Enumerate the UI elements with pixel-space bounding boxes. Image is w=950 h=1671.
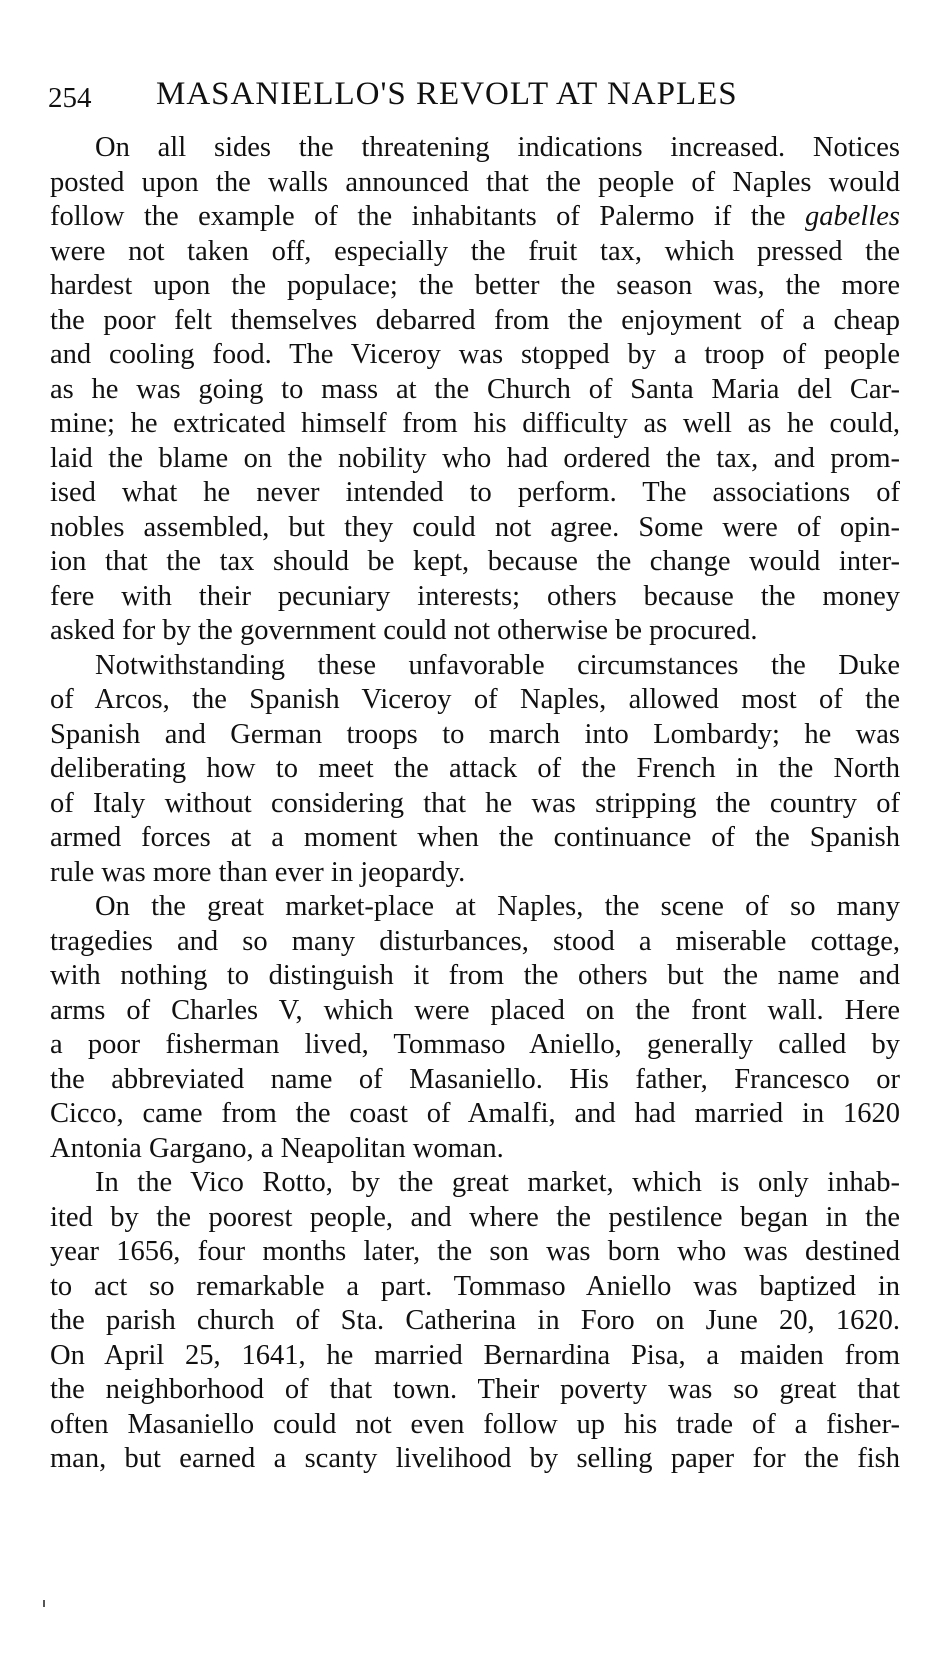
text-line: On the great market-place at Naples, the scene of so many: [95, 891, 900, 922]
text-line: tragedies and so many disturbances, stood a miserable cottage,: [50, 925, 900, 957]
text-line: On all sides the threatening indications increased. Notices: [95, 132, 900, 163]
text-line: deliberating how to meet the attack of the French in the North: [50, 753, 900, 784]
text-line: asked for by the government could not otherwise be procured.: [50, 615, 758, 646]
text-line: Spanish and German troops to march into Lombardy; he was: [50, 718, 900, 750]
text-line: often Masaniello could not even follow up his trade of a fisher-: [50, 1408, 900, 1440]
text-line: the neighborhood of that town. Their poverty was so great that: [50, 1374, 900, 1405]
running-head: [48, 74, 908, 114]
text-line: Antonia Gargano, a Neapolitan woman.: [50, 1132, 504, 1164]
text-line: rule was more than ever in jeopardy.: [50, 856, 466, 888]
text-line: to act so remarkable a part. Tommaso Aniello was baptized in: [50, 1270, 900, 1302]
paragraph: [50, 890, 900, 1166]
paragraph: [50, 131, 900, 649]
text-line: ited by the poorest people, and where the pestilence began in the: [50, 1201, 900, 1233]
paragraph: [50, 649, 900, 891]
text-line: laid the blame on the nobility who had ordered the tax, and prom-: [50, 442, 900, 474]
text-line: mine; he extricated himself from his difficulty as well as he could,: [50, 408, 900, 439]
text-line: posted upon the walls announced that the people of Naples would: [50, 166, 900, 198]
text-line: In the Vico Rotto, by the great market, which is only inhab-: [95, 1167, 900, 1198]
text-line: Notwithstanding these unfavorable circumstances the Duke: [95, 649, 900, 681]
margin-mark: [43, 1600, 45, 1607]
text-line: man, but earned a scanty livelihood by selling paper for the fish: [50, 1443, 900, 1474]
text-line: a poor fisherman lived, Tommaso Aniello, generally called by: [50, 1029, 900, 1060]
text-line: ised what he never intended to perform. The associations of: [50, 477, 900, 508]
text-line: armed forces at a moment when the continuance of the Spanish: [50, 822, 900, 853]
text-line: as he was going to mass at the Church of Santa Maria del Car-: [50, 373, 900, 405]
text-line: Cicco, came from the coast of Amalfi, and had married in 1620: [50, 1098, 900, 1129]
text-line: fere with their pecuniary interests; others because the money: [50, 580, 900, 612]
text-line: the abbreviated name of Masaniello. His father, Francesco or: [50, 1063, 900, 1095]
text-line: were not taken off, especially the fruit tax, which pressed the: [50, 235, 900, 267]
text-line: of Arcos, the Spanish Viceroy of Naples, allowed most of the: [50, 684, 900, 715]
text-line: arms of Charles V, which were placed on the front wall. Here: [50, 994, 900, 1026]
body-text: [50, 131, 900, 1477]
text-line-with-italic: follow the example of the inhabitants of Palermo if the gabelles: [50, 201, 900, 232]
text-line: and cooling food. The Viceroy was stopped by a troop of people: [50, 339, 900, 370]
text-line: year 1656, four months later, the son was born who was destined: [50, 1236, 900, 1267]
text-line: nobles assembled, but they could not agree. Some were of opin-: [50, 511, 900, 543]
running-title: MASANIELLO'S REVOLT AT NAPLES: [156, 76, 738, 112]
page-number: 254: [48, 82, 92, 114]
text-line: ion that the tax should be kept, because the change would inter-: [50, 546, 900, 577]
text-line: hardest upon the populace; the better the season was, the more: [50, 270, 900, 301]
text-line: the poor felt themselves debarred from the enjoyment of a cheap: [50, 304, 900, 336]
text-line: On April 25, 1641, he married Bernardina Pisa, a maiden from: [50, 1339, 900, 1371]
text-line: with nothing to distinguish it from the others but the name and: [50, 960, 900, 991]
text-line: the parish church of Sta. Catherina in Foro on June 20, 1620.: [50, 1305, 900, 1336]
paragraph: [50, 1166, 900, 1477]
text-line: of Italy without considering that he was stripping the country of: [50, 787, 900, 819]
